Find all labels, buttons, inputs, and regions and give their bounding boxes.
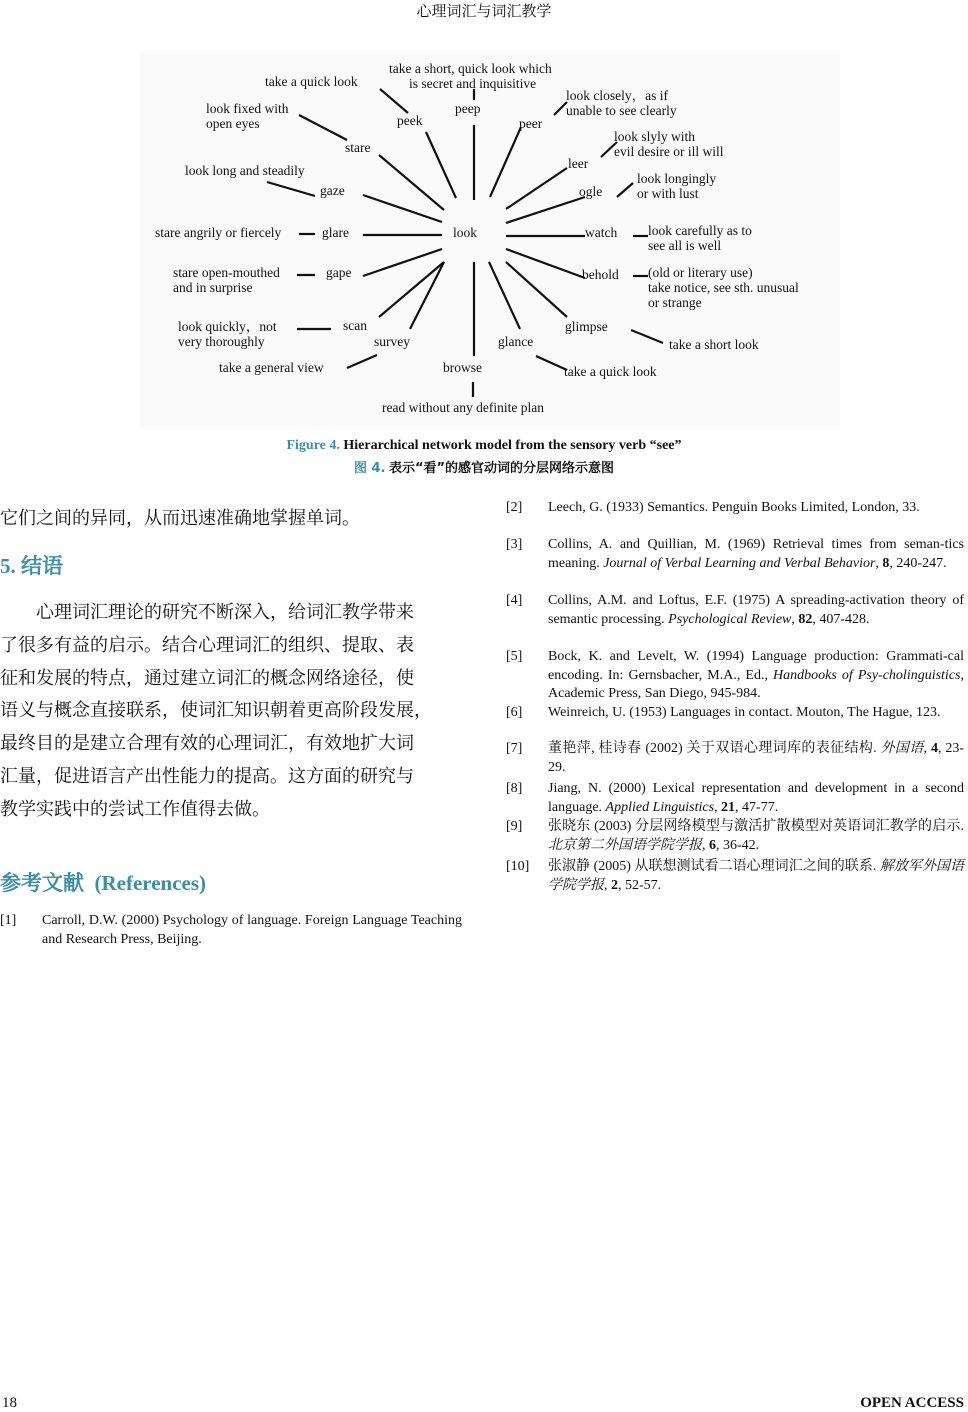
connector-line <box>347 355 377 368</box>
definition-gaze: look long and steadily <box>185 163 305 178</box>
connector-line <box>631 330 663 343</box>
definition-gape: and in surprise <box>173 280 253 295</box>
reference-pages: , Academic Press, San Diego, 945-984. <box>548 667 964 701</box>
reference-item <box>0 912 462 949</box>
reference-sep: , <box>923 741 931 756</box>
reference-number: [9] <box>506 819 523 834</box>
reference-volume: 21 <box>721 799 736 815</box>
reference-pages: , 52-57. <box>618 877 662 893</box>
word-ogle: ogle <box>579 184 603 199</box>
definition-peer: look closely，as if <box>566 88 668 103</box>
reference-number: [10] <box>506 859 530 874</box>
running-header: 心理词汇与词汇教学 <box>416 4 552 20</box>
definition-watch: look carefully as to <box>648 223 752 238</box>
reference-volume: 82 <box>798 611 813 627</box>
definition-browse: read without any definite plan <box>382 400 544 415</box>
reference-volume: 8 <box>882 555 890 571</box>
reference-item <box>506 499 964 518</box>
reference-item <box>506 592 964 629</box>
reference-item <box>506 818 964 855</box>
definition-peep: is secret and inquisitive <box>409 76 537 91</box>
connector-line <box>363 249 442 276</box>
definition-survey: take a general view <box>219 360 324 375</box>
definition-stare: look fixed with <box>206 101 289 116</box>
definition-behold: take notice, see sth. unusual <box>648 280 799 295</box>
reference-pages: , 47-77. <box>735 799 779 815</box>
definition-leer: evil desire or ill will <box>614 144 724 159</box>
paragraph-line: 教学实践中的尝试工作值得去做。 <box>0 798 270 819</box>
reference-journal: Handbooks of Psy-cholinguistics <box>773 667 961 683</box>
definition-scan: very thoroughly <box>178 334 265 349</box>
definition-stare: open eyes <box>206 116 260 131</box>
word-scan: scan <box>343 318 367 333</box>
paragraph-line: 最终目的是建立合理有效的心理词汇，有效地扩大词 <box>0 733 414 754</box>
connector-line <box>617 183 633 197</box>
word-gape: gape <box>326 265 352 280</box>
word-behold: behold <box>582 267 619 282</box>
definition-leer: look slyly with <box>614 129 696 144</box>
connector-line <box>490 127 521 197</box>
paragraph-line: 心理词汇理论的研究不断深入，给词汇教学带来 <box>0 602 414 622</box>
reference-number: [6] <box>506 705 523 720</box>
reference-text: Carroll, D.W. (2000) Psychology of language. Foreign Language Teaching and Research Press, Beijing. <box>42 913 462 947</box>
definition-behold: or strange <box>648 295 702 310</box>
connector-line <box>379 262 444 317</box>
reference-volume: 4 <box>930 741 938 756</box>
reference-item <box>506 648 964 704</box>
reference-number: [1] <box>0 913 17 928</box>
reference-number: [7] <box>506 741 523 756</box>
definition-glance: take a quick look <box>564 364 657 379</box>
reference-journal: Applied Linguistics <box>605 799 715 815</box>
definition-behold: (old or literary use) <box>648 265 753 280</box>
word-peek: peek <box>397 113 423 128</box>
reference-journal: Journal of Verbal Learning and Verbal Behavior <box>603 555 876 571</box>
intro-line: 它们之间的异同，从而迅速准确地掌握单词。 <box>0 508 360 528</box>
definition-scan: look quickly，not <box>178 319 277 334</box>
definition-peek: take a quick look <box>265 74 358 89</box>
reference-number: [2] <box>506 500 523 515</box>
references-heading: 参考文献 (References) <box>0 871 207 895</box>
network-figure <box>140 50 840 430</box>
definition-peep: take a short, quick look which <box>389 61 552 76</box>
definition-gape: stare open-mouthed <box>173 265 280 280</box>
reference-sep: , <box>702 837 709 853</box>
center-word-look: look <box>453 225 478 240</box>
word-peep: peep <box>455 101 481 116</box>
connector-line <box>410 262 444 329</box>
conclusion-paragraph <box>0 596 468 826</box>
reference-text: Weinreich, U. (1953) Languages in contact. Mouton, The Hague, 123. <box>548 705 941 720</box>
definition-peer: unable to see clearly <box>566 103 677 118</box>
open-access-label: OPEN ACCESS <box>860 1395 964 1411</box>
reference-number: [8] <box>506 781 523 796</box>
reference-journal: 北京第二外国语学院学报 <box>548 837 702 853</box>
connector-line <box>426 132 456 198</box>
reference-pages: , 23-29. <box>548 741 965 775</box>
connector-line <box>536 356 567 370</box>
reference-text: 张晓东 (2003) 分层网络模型与激活扩散模型对英语词汇教学的启示. <box>548 819 964 834</box>
reference-journal: Psychological Review <box>668 611 792 627</box>
connector-line <box>267 182 315 196</box>
reference-text: Collins, A. and Quillian, M. (1969) Retrieval times from seman-tics meaning. <box>548 537 964 571</box>
reference-volume: 2 <box>611 877 618 893</box>
reference-text: Leech, G. (1933) Semantics. Penguin Books Limited, London, 33. <box>548 500 920 515</box>
definition-ogle: or with lust <box>637 186 699 201</box>
section-heading: 5. 结语 <box>0 554 63 578</box>
word-glare: glare <box>322 225 349 240</box>
figure-caption-en: Figure 4. Hierarchical network model from the sensory verb “see” <box>286 438 682 453</box>
reference-text: 张淑静 (2005) 从联想测试看二语心理词汇之间的联系. <box>548 859 880 874</box>
reference-number: [3] <box>506 537 523 552</box>
reference-volume: 6 <box>709 837 716 853</box>
reference-item <box>506 858 964 895</box>
word-stare: stare <box>345 140 371 155</box>
reference-item <box>506 536 964 573</box>
reference-text: Jiang, N. (2000) Lexical representation and development in a second language. <box>548 781 964 815</box>
reference-pages: , 36-42. <box>716 837 760 853</box>
paragraph-line: 汇量，促进语言产出性能力的提高。这方面的研究与 <box>0 765 414 786</box>
reference-pages: , 407-428. <box>812 611 870 627</box>
reference-number: [5] <box>506 649 523 664</box>
connector-line <box>489 262 520 329</box>
definition-glimpse: take a short look <box>669 337 759 352</box>
reference-journal: 外国语 <box>880 741 924 756</box>
connector-line <box>299 115 347 140</box>
connector-line <box>379 155 444 210</box>
reference-text: Bock, K. and Levelt, W. (1994) Language production: Grammati-cal encoding. In: Gernsbacher, M.A., Ed., <box>548 649 964 683</box>
reference-text: Collins, A.M. and Loftus, E.F. (1975) A spreading-activation theory of semantic processing. <box>548 593 964 627</box>
paragraph-line: 语义与概念直接联系，使词汇知识朝着更高阶段发展， <box>0 700 432 721</box>
word-browse: browse <box>443 360 482 375</box>
definition-glare: stare angrily or fiercely <box>155 225 282 240</box>
reference-journal: 解放军外国语学院学报 <box>548 859 964 893</box>
word-peer: peer <box>519 116 543 131</box>
reference-item <box>506 704 964 723</box>
word-glance: glance <box>498 334 534 349</box>
reference-number: [4] <box>506 593 523 608</box>
reference-sep: , <box>791 611 799 627</box>
page-number: 18 <box>2 1395 17 1411</box>
word-gaze: gaze <box>320 183 345 198</box>
word-glimpse: glimpse <box>565 319 608 334</box>
definition-ogle: look longingly <box>637 171 717 186</box>
reference-sep: , <box>604 877 611 893</box>
reference-pages: , 240-247. <box>889 555 947 571</box>
reference-item <box>506 740 964 777</box>
reference-sep: , <box>714 799 722 815</box>
figure-caption-zh: 图 4. 表示“看”的感官动词的分层网络示意图 <box>353 461 615 476</box>
paragraph-line: 征和发展的特点，通过建立词汇的概念网络途径，使 <box>0 667 414 688</box>
word-leer: leer <box>568 156 589 171</box>
paragraph-line: 了很多有益的启示。结合心理词汇的组织、提取、表 <box>0 634 414 655</box>
definition-watch: see all is well <box>648 238 722 253</box>
word-survey: survey <box>374 334 410 349</box>
reference-text: 董艳萍, 桂诗春 (2002) 关于双语心理词库的表征结构. <box>548 741 881 756</box>
connector-line <box>506 262 567 317</box>
reference-sep: , <box>875 555 883 571</box>
reference-item <box>506 780 964 817</box>
word-watch: watch <box>585 225 618 240</box>
connector-line <box>380 89 408 113</box>
connector-line <box>506 168 567 209</box>
